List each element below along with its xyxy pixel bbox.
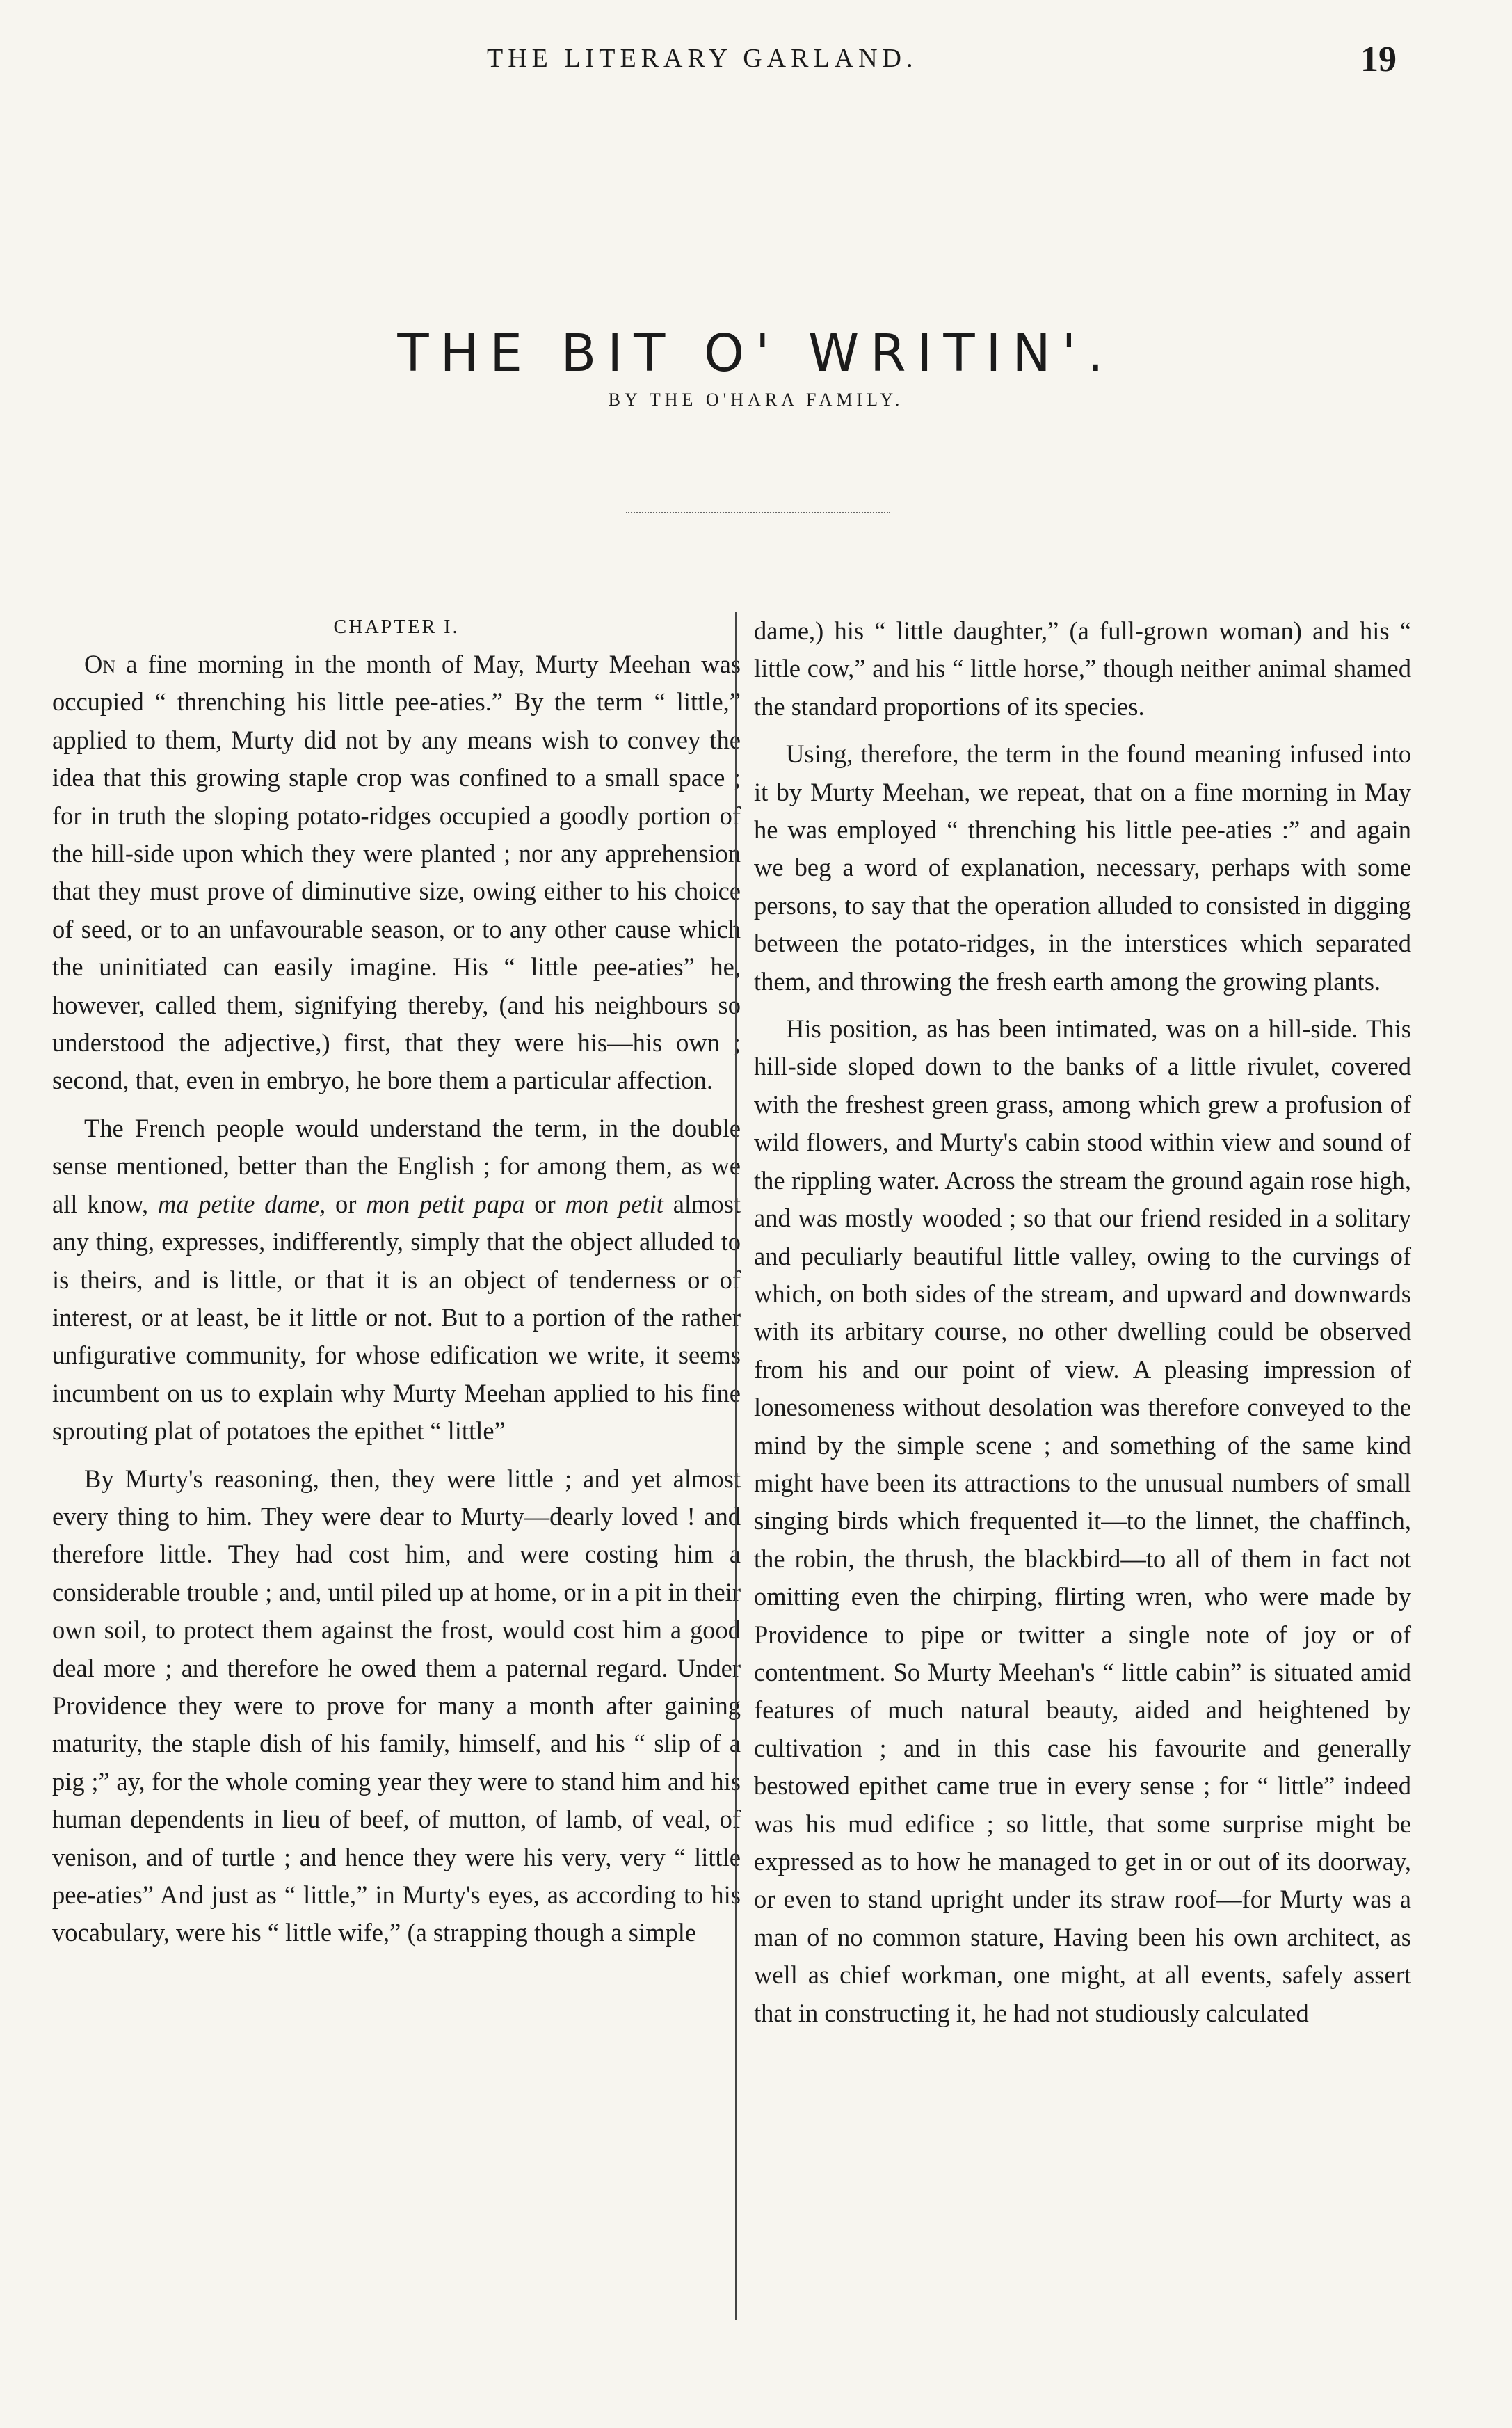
opening-word: On xyxy=(84,650,116,678)
page-number: 19 xyxy=(1360,40,1397,79)
column-divider xyxy=(735,612,737,2320)
paragraph: By Murty's reasoning, then, they were little ; and yet almost every thing to him. They were dear to Murty—dearly loved ! and therefore little. They had cost him, and were costing him a considerable trouble ; and, until piled up at home, or in a pit in their own soil, to protect them against the frost, would cost him a good deal more ; and therefore he owed them a paternal regard. Under Providence they were to prove for many a month after gaining maturity, the staple dish of his family, himself, and his “ slip of a pig ;” ay, for the whole coming year they were to stand him and his human dependents in lieu of beef, of mutton, of lamb, of veal, of venison, and of turtle ; and hence they were his very, very “ little pee-aties” And just as “ little,” in Murty's eyes, as according to his vocabulary, were his “ little wife,” (a strapping though a simple xyxy=(52,1464,741,1947)
byline: BY THE O'HARA FAMILY. xyxy=(608,390,904,410)
italic-phrase: mon petit xyxy=(565,1189,663,1218)
paragraph: His position, as has been intimated, was on a hill-side. This hill-side sloped down to the banks of a little rivulet, covered with the freshest green grass, among which grew a profusion of wild flowers, and Murty's cabin stood within view and sound of the rippling water. Across the stream the ground again rose high, and was mostly wooded ; so that our friend resided in a solitary and peculiarly beautiful little valley, owing to the curvings of which, on both sides of the stream, and upward and downwards with its arbitary course, no other dwelling could be observed from his and our point of view. A pleasing impression of lonesomeness without desolation was therefore conveyed to the mind by the simple scene ; and something of the same kind might have been its attractions to the unusual numbers of small singing birds which frequented it—to the linnet, the chaffinch, the robin, the thrush, the blackbird—to all of them in fact not omitting even the chirping, flirting wren, who were made by Providence to pipe or twitter a single note of joy or of contentment. So Murty Meehan's “ little cabin” is situated amid features of much natural beauty, aided and heightened by cultivation ; and in this case his favourite and generally bestowed epithet came true in every sense ; for “ little” indeed was his mud edifice ; so little, that some surprise might be expressed as to how he managed to get in or out of its doorway, or even to stand upright under its straw roof—for Murty was a man of no common stature, Having been his own architect, as well as chief workman, one might, at all events, safely assert that in constructing it, he had not studiously calculated xyxy=(754,1014,1411,2027)
paragraph-text: a fine morning in the month of May, Murty Meehan was occupied “ threnching his little pee-aties.” By the term “ little,” applied to them, Murty did not by any means wish to convey the idea that this growing staple crop was confined to a small space ; for in truth the sloping potato-ridges occupied a goodly portion of the hill-side upon which they were planted ; nor any apprehension that they must prove of diminutive size, owing either to his choice of seed, or to an unfavourable season, or to any other cause which the uninitiated can easily imagine. His “ little pee-aties” he, however, called them, signifying thereby, (and his neighbours so understood the adjective,) first, that they were his—his own ; second, that, even in embryo, he bore them a particular affection. xyxy=(52,650,741,1095)
left-column xyxy=(52,612,741,2331)
chapter-heading: CHAPTER I. xyxy=(333,616,460,638)
italic-phrase: ma petite dame, xyxy=(157,1189,326,1218)
paragraph-text: or xyxy=(534,1189,556,1218)
paragraph: Using, therefore, the term in the found meaning infused into it by Murty Meehan, we repeat, that on a fine morning in May he was employed “ threnching his little pee-aties :” and again we beg a word of explanation, necessary, perhaps with some persons, to say that the operation alluded to consisted in digging between the potato-ridges, in the interstices which separated them, and throwing the fresh earth among the growing plants. xyxy=(754,740,1411,996)
paragraph-text: almost any thing, expresses, indifferently, simply that the object alluded to is theirs, and is little, or that it is an object of tenderness or of interest, or at least, be it little or not. But to a portion of the rather unfigurative community, for whose edification we write, it seems incumbent on us to explain why Murty Meehan applied to his fine sprouting plat of potatoes the epithet “ little” xyxy=(52,1189,741,1446)
italic-phrase: mon petit papa xyxy=(366,1189,525,1218)
paragraph xyxy=(52,1110,741,1451)
journal-title: THE LITERARY GARLAND. xyxy=(487,44,918,73)
paragraph-text: or xyxy=(335,1189,357,1218)
right-column xyxy=(754,612,1411,2331)
paragraph-text: The French people would understand the term, in the double sense mentioned, better than the English ; for among them, as we all know, xyxy=(52,1113,741,1218)
title-rule xyxy=(626,512,890,513)
paragraph: dame,) his “ little daughter,” (a full-grown woman) and his “ little cow,” and his “ little horse,” though neither animal shamed the standard proportions of its species. xyxy=(754,616,1411,721)
story-title: THE BIT O' WRITIN'. xyxy=(397,323,1115,383)
running-head xyxy=(0,40,1512,85)
paragraph xyxy=(52,646,741,1100)
